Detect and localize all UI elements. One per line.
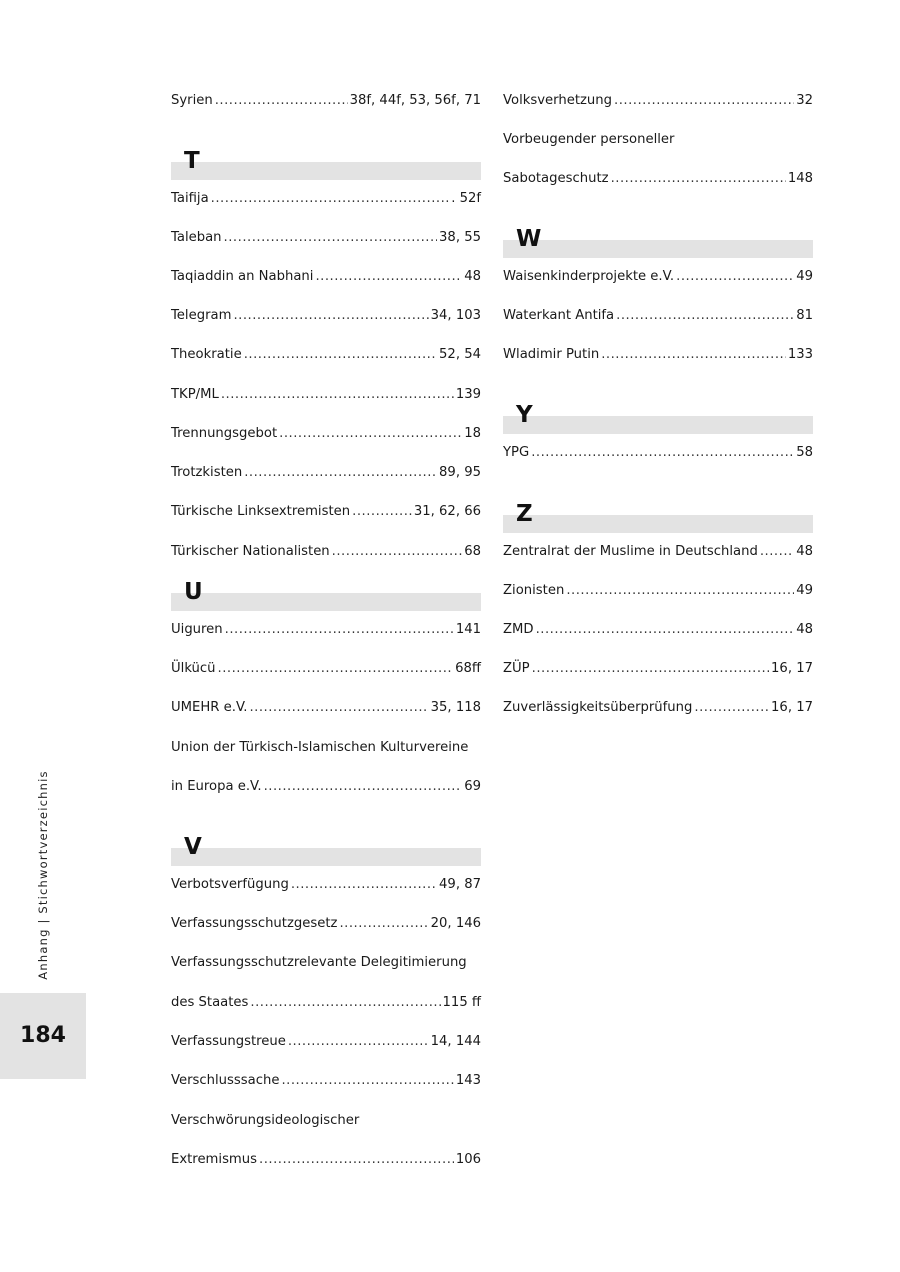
index-entry: Sabotageschutz ..... 148 <box>503 168 813 190</box>
section-letter: Y <box>516 402 533 428</box>
index-entry: Zuverlässigkeitsüberprüfung ..... 16, 17 <box>503 697 813 719</box>
index-entry: Waterkant Antifa ..... 81 <box>503 305 813 327</box>
index-entry: Taqiaddin an Nabhani ..... 48 <box>171 266 481 288</box>
index-entry: Zionisten ..... 49 <box>503 580 813 602</box>
section-heading-w <box>503 228 813 258</box>
index-entry: UMEHR e.V. ..... 35, 118 <box>171 697 481 719</box>
index-entry: Taleban ..... 38, 55 <box>171 227 481 249</box>
index-entry-line: Union der Türkisch-Islamischen Kulturvereine <box>171 740 469 755</box>
index-entry: des Staates ..... 115 ff <box>171 992 481 1014</box>
page-number: 184 <box>20 1023 66 1048</box>
section-heading-u <box>171 581 481 611</box>
section-letter: V <box>184 834 202 860</box>
index-entry-line: Verschwörungsideologischer <box>171 1113 360 1128</box>
index-entry: Ülkücü ..... 68ff <box>171 658 481 680</box>
index-entry: Extremismus ..... 106 <box>171 1149 481 1171</box>
index-entry: Türkische Linksextremisten ..... 31, 62, 66 <box>171 501 481 523</box>
index-entry: in Europa e.V. ..... 69 <box>171 776 481 798</box>
index-entry: ZÜP ..... 16, 17 <box>503 658 813 680</box>
index-entry: ZMD ..... 48 <box>503 619 813 641</box>
index-entry: TKP/ML ..... 139 <box>171 384 481 406</box>
index-entry: Verfassungsschutzgesetz ..... 20, 146 <box>171 913 481 935</box>
index-entry: Trotzkisten ..... 89, 95 <box>171 462 481 484</box>
section-letter: T <box>184 148 200 174</box>
index-entry: Türkischer Nationalisten ..... 68 <box>171 541 481 563</box>
index-entry: Waisenkinderprojekte e.V. ..... 49 <box>503 266 813 288</box>
index-entry: Taifija ..... . 52f <box>171 188 481 210</box>
section-heading-t <box>171 150 481 180</box>
section-heading-v <box>171 836 481 866</box>
index-entry-line: Vorbeugender personeller <box>503 132 675 147</box>
index-entry: Verschlusssache ..... 143 <box>171 1070 481 1092</box>
index-entry: Verfassungstreue ..... 14, 144 <box>171 1031 481 1053</box>
section-letter: U <box>184 579 203 605</box>
section-letter: W <box>516 226 542 252</box>
index-entry: Verbotsverfügung ..... 49, 87 <box>171 874 481 896</box>
index-entry: Theokratie ..... 52, 54 <box>171 344 481 366</box>
index-entry: Zentralrat der Muslime in Deutschland ..... 48 <box>503 541 813 563</box>
index-entry: Trennungsgebot ..... 18 <box>171 423 481 445</box>
index-entry: Volksverhetzung ..... 32 <box>503 90 813 112</box>
index-entry: Wladimir Putin ..... 133 <box>503 344 813 366</box>
index-entry: Telegram ..... 34, 103 <box>171 305 481 327</box>
section-running-head: Anhang | Stichwortverzeichnis <box>36 770 50 980</box>
section-heading-y <box>503 404 813 434</box>
section-letter: Z <box>516 501 533 527</box>
section-heading-z <box>503 503 813 533</box>
index-entry: YPG ..... 58 <box>503 442 813 464</box>
page-number-box <box>0 993 86 1079</box>
index-entry: Syrien ..... 38f, 44f, 53, 56f, 71 <box>171 90 481 112</box>
index-entry-line: Verfassungsschutzrelevante Delegitimierung <box>171 955 467 970</box>
index-entry: Uiguren ..... 141 <box>171 619 481 641</box>
